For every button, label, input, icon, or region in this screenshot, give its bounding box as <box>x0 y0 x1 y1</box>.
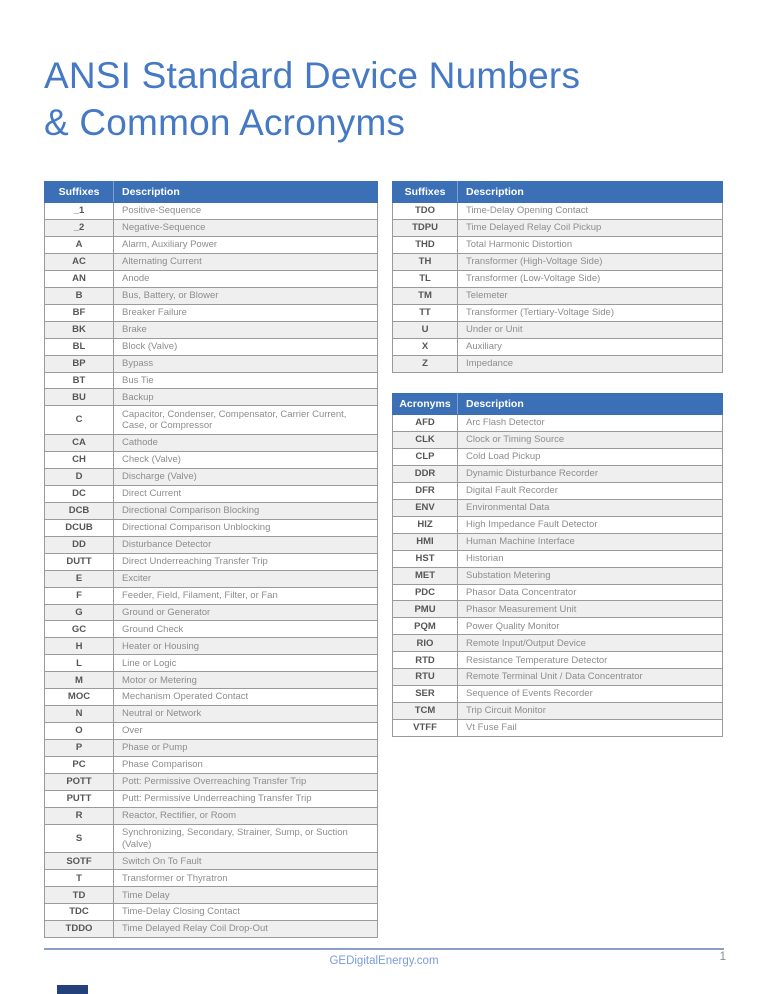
description-cell: Anode <box>114 270 378 287</box>
code-cell: N <box>45 706 114 723</box>
table-row <box>45 372 378 389</box>
description-cell: Sequence of Events Recorder <box>458 686 723 703</box>
table-row <box>393 448 723 465</box>
table-row <box>45 485 378 502</box>
code-cell: DDR <box>393 465 458 482</box>
table-row <box>393 219 723 236</box>
table-row <box>45 253 378 270</box>
description-cell: Under or Unit <box>458 321 723 338</box>
table-row <box>393 601 723 618</box>
code-cell: RTD <box>393 652 458 669</box>
description-cell: Phase or Pump <box>114 740 378 757</box>
code-cell: F <box>45 587 114 604</box>
table-row <box>45 774 378 791</box>
description-cell: Transformer (Tertiary-Voltage Side) <box>458 304 723 321</box>
description-cell: Pott: Permissive Overreaching Transfer Trip <box>114 774 378 791</box>
description-cell: Remote Input/Output Device <box>458 635 723 652</box>
description-cell: Discharge (Valve) <box>114 468 378 485</box>
description-cell: Time Delayed Relay Coil Drop-Out <box>114 921 378 938</box>
description-cell: Exciter <box>114 570 378 587</box>
table-row <box>45 655 378 672</box>
description-cell: Bus, Battery, or Blower <box>114 287 378 304</box>
description-cell: Telemeter <box>458 287 723 304</box>
table-row <box>45 519 378 536</box>
code-cell: DC <box>45 485 114 502</box>
code-cell: X <box>393 338 458 355</box>
description-cell: Bypass <box>114 355 378 372</box>
description-cell: Time-Delay Opening Contact <box>458 203 723 220</box>
code-cell: PMU <box>393 601 458 618</box>
description-cell: Bus Tie <box>114 372 378 389</box>
code-cell: S <box>45 824 114 853</box>
table-row <box>45 807 378 824</box>
description-cell: Arc Flash Detector <box>458 415 723 432</box>
code-cell: GC <box>45 621 114 638</box>
table-row <box>45 757 378 774</box>
table-row <box>393 533 723 550</box>
table-row <box>45 621 378 638</box>
code-cell: SOTF <box>45 853 114 870</box>
code-cell: BL <box>45 338 114 355</box>
code-cell: BU <box>45 389 114 406</box>
description-cell: Line or Logic <box>114 655 378 672</box>
description-cell: Feeder, Field, Filament, Filter, or Fan <box>114 587 378 604</box>
code-cell: TDPU <box>393 219 458 236</box>
description-cell: Brake <box>114 321 378 338</box>
table-row <box>45 236 378 253</box>
description-cell: Environmental Data <box>458 499 723 516</box>
code-cell: BT <box>45 372 114 389</box>
table-row <box>45 740 378 757</box>
description-cell: Transformer or Thyratron <box>114 870 378 887</box>
table-row <box>45 706 378 723</box>
table-row <box>45 536 378 553</box>
code-cell: BP <box>45 355 114 372</box>
code-cell: SER <box>393 686 458 703</box>
code-cell: AC <box>45 253 114 270</box>
description-cell: Power Quality Monitor <box>458 618 723 635</box>
table-row <box>393 686 723 703</box>
table-row <box>393 499 723 516</box>
code-cell: MOC <box>45 689 114 706</box>
table-row <box>45 672 378 689</box>
table-row <box>45 870 378 887</box>
description-cell: High Impedance Fault Detector <box>458 516 723 533</box>
description-cell: Transformer (Low-Voltage Side) <box>458 270 723 287</box>
code-cell: POTT <box>45 774 114 791</box>
table-row <box>393 584 723 601</box>
description-cell: Directional Comparison Blocking <box>114 502 378 519</box>
code-cell: PC <box>45 757 114 774</box>
table-row <box>393 287 723 304</box>
code-cell: C <box>45 406 114 435</box>
description-cell: Mechanism Operated Contact <box>114 689 378 706</box>
code-cell: TCM <box>393 703 458 720</box>
description-cell: Reactor, Rectifier, or Room <box>114 807 378 824</box>
description-cell: Ground or Generator <box>114 604 378 621</box>
table-row <box>45 468 378 485</box>
code-cell: HIZ <box>393 516 458 533</box>
table-row <box>393 669 723 686</box>
table-row <box>393 720 723 737</box>
code-cell: _2 <box>45 219 114 236</box>
column-header-description: Description <box>458 394 723 415</box>
table-row <box>45 790 378 807</box>
code-cell: HST <box>393 550 458 567</box>
code-cell: DD <box>45 536 114 553</box>
table-row <box>45 723 378 740</box>
column-header-description: Description <box>458 182 723 203</box>
description-cell: Cathode <box>114 434 378 451</box>
code-cell: TDC <box>45 904 114 921</box>
description-cell: Alarm, Auxiliary Power <box>114 236 378 253</box>
code-cell: M <box>45 672 114 689</box>
code-cell: AFD <box>393 415 458 432</box>
code-cell: MET <box>393 567 458 584</box>
code-cell: RTU <box>393 669 458 686</box>
code-cell: ENV <box>393 499 458 516</box>
code-cell: A <box>45 236 114 253</box>
table-row <box>45 287 378 304</box>
description-cell: Phasor Measurement Unit <box>458 601 723 618</box>
code-cell: H <box>45 638 114 655</box>
table-row <box>45 689 378 706</box>
description-cell: Phase Comparison <box>114 757 378 774</box>
table-header-row <box>393 182 723 203</box>
code-cell: TM <box>393 287 458 304</box>
code-cell: _1 <box>45 203 114 220</box>
description-cell: Direct Current <box>114 485 378 502</box>
code-cell: U <box>393 321 458 338</box>
description-cell: Putt: Permissive Underreaching Transfer Trip <box>114 790 378 807</box>
description-cell: Resistance Temperature Detector <box>458 652 723 669</box>
description-cell: Total Harmonic Distortion <box>458 236 723 253</box>
table-row <box>45 853 378 870</box>
code-cell: TT <box>393 304 458 321</box>
suffixes-table-left <box>44 181 378 938</box>
table-row <box>45 270 378 287</box>
table-row <box>393 482 723 499</box>
table-row <box>393 355 723 372</box>
table-row <box>45 824 378 853</box>
description-cell: Neutral or Network <box>114 706 378 723</box>
description-cell: Directional Comparison Unblocking <box>114 519 378 536</box>
description-cell: Positive-Sequence <box>114 203 378 220</box>
page-title-line-2: & Common Acronyms <box>44 102 406 143</box>
table-row <box>393 236 723 253</box>
code-cell: HMI <box>393 533 458 550</box>
table-row <box>45 219 378 236</box>
table-row <box>393 431 723 448</box>
table-row <box>393 635 723 652</box>
description-cell: Historian <box>458 550 723 567</box>
description-cell: Substation Metering <box>458 567 723 584</box>
table-row <box>45 887 378 904</box>
column-header-suffixes: Suffixes <box>45 182 114 203</box>
table-row <box>393 203 723 220</box>
description-cell: Vt Fuse Fail <box>458 720 723 737</box>
code-cell: BF <box>45 304 114 321</box>
table-row <box>45 570 378 587</box>
code-cell: BK <box>45 321 114 338</box>
description-cell: Human Machine Interface <box>458 533 723 550</box>
table-row <box>45 434 378 451</box>
table-row <box>393 321 723 338</box>
table-row <box>45 502 378 519</box>
code-cell: O <box>45 723 114 740</box>
table-row <box>393 567 723 584</box>
code-cell: TDDO <box>45 921 114 938</box>
code-cell: L <box>45 655 114 672</box>
description-cell: Heater or Housing <box>114 638 378 655</box>
table-row <box>393 550 723 567</box>
table-row <box>45 389 378 406</box>
description-cell: Ground Check <box>114 621 378 638</box>
table-row <box>393 253 723 270</box>
page-title <box>44 52 580 146</box>
description-cell: Disturbance Detector <box>114 536 378 553</box>
footer-divider <box>44 948 724 950</box>
code-cell: CH <box>45 451 114 468</box>
table-row <box>393 304 723 321</box>
description-cell: Time Delay <box>114 887 378 904</box>
code-cell: P <box>45 740 114 757</box>
code-cell: R <box>45 807 114 824</box>
table-header-row <box>45 182 378 203</box>
table-row <box>45 604 378 621</box>
description-cell: Switch On To Fault <box>114 853 378 870</box>
code-cell: PDC <box>393 584 458 601</box>
table-row <box>45 203 378 220</box>
code-cell: RIO <box>393 635 458 652</box>
table-row <box>45 587 378 604</box>
page-title-line-1: ANSI Standard Device Numbers <box>44 55 581 96</box>
table-row <box>45 638 378 655</box>
column-header-description: Description <box>114 182 378 203</box>
table-row <box>393 618 723 635</box>
column-header-acronyms: Acronyms <box>393 394 458 415</box>
code-cell: PUTT <box>45 790 114 807</box>
code-cell: G <box>45 604 114 621</box>
description-cell: Capacitor, Condenser, Compensator, Carrier Current, Case, or Compressor <box>114 406 378 435</box>
description-cell: Check (Valve) <box>114 451 378 468</box>
description-cell: Block (Valve) <box>114 338 378 355</box>
description-cell: Transformer (High-Voltage Side) <box>458 253 723 270</box>
code-cell: Z <box>393 355 458 372</box>
description-cell: Cold Load Pickup <box>458 448 723 465</box>
description-cell: Synchronizing, Secondary, Strainer, Sump, or Suction (Valve) <box>114 824 378 853</box>
code-cell: TD <box>45 887 114 904</box>
table-row <box>393 516 723 533</box>
code-cell: DCB <box>45 502 114 519</box>
acronyms-table <box>392 393 723 737</box>
code-cell: CLK <box>393 431 458 448</box>
description-cell: Alternating Current <box>114 253 378 270</box>
description-cell: Dynamic Disturbance Recorder <box>458 465 723 482</box>
code-cell: AN <box>45 270 114 287</box>
code-cell: D <box>45 468 114 485</box>
code-cell: DCUB <box>45 519 114 536</box>
code-cell: T <box>45 870 114 887</box>
description-cell: Time-Delay Closing Contact <box>114 904 378 921</box>
description-cell: Time Delayed Relay Coil Pickup <box>458 219 723 236</box>
table-row <box>45 304 378 321</box>
description-cell: Phasor Data Concentrator <box>458 584 723 601</box>
code-cell: VTFF <box>393 720 458 737</box>
code-cell: CA <box>45 434 114 451</box>
page-number: 1 <box>719 951 726 963</box>
code-cell: CLP <box>393 448 458 465</box>
suffixes-table-right <box>392 181 723 373</box>
code-cell: E <box>45 570 114 587</box>
brand-bar <box>57 985 88 994</box>
column-header-suffixes: Suffixes <box>393 182 458 203</box>
code-cell: THD <box>393 236 458 253</box>
description-cell: Auxiliary <box>458 338 723 355</box>
description-cell: Impedance <box>458 355 723 372</box>
code-cell: TH <box>393 253 458 270</box>
table-row <box>45 904 378 921</box>
code-cell: PQM <box>393 618 458 635</box>
description-cell: Motor or Metering <box>114 672 378 689</box>
table-row <box>393 703 723 720</box>
footer-website-link[interactable]: GEDigitalEnergy.com <box>329 955 439 967</box>
description-cell: Negative-Sequence <box>114 219 378 236</box>
table-row <box>45 406 378 435</box>
description-cell: Backup <box>114 389 378 406</box>
table-row <box>393 652 723 669</box>
table-row <box>45 338 378 355</box>
code-cell: DUTT <box>45 553 114 570</box>
description-cell: Remote Terminal Unit / Data Concentrator <box>458 669 723 686</box>
description-cell: Direct Underreaching Transfer Trip <box>114 553 378 570</box>
table-header-row <box>393 394 723 415</box>
table-row <box>45 921 378 938</box>
description-cell: Trip Circuit Monitor <box>458 703 723 720</box>
code-cell: TDO <box>393 203 458 220</box>
table-row <box>393 465 723 482</box>
description-cell: Breaker Failure <box>114 304 378 321</box>
description-cell: Clock or Timing Source <box>458 431 723 448</box>
code-cell: TL <box>393 270 458 287</box>
table-row <box>45 355 378 372</box>
description-cell: Digital Fault Recorder <box>458 482 723 499</box>
table-row <box>393 338 723 355</box>
table-row <box>45 321 378 338</box>
description-cell: Over <box>114 723 378 740</box>
table-row <box>45 451 378 468</box>
table-row <box>393 415 723 432</box>
code-cell: DFR <box>393 482 458 499</box>
code-cell: B <box>45 287 114 304</box>
table-row <box>45 553 378 570</box>
table-row <box>393 270 723 287</box>
